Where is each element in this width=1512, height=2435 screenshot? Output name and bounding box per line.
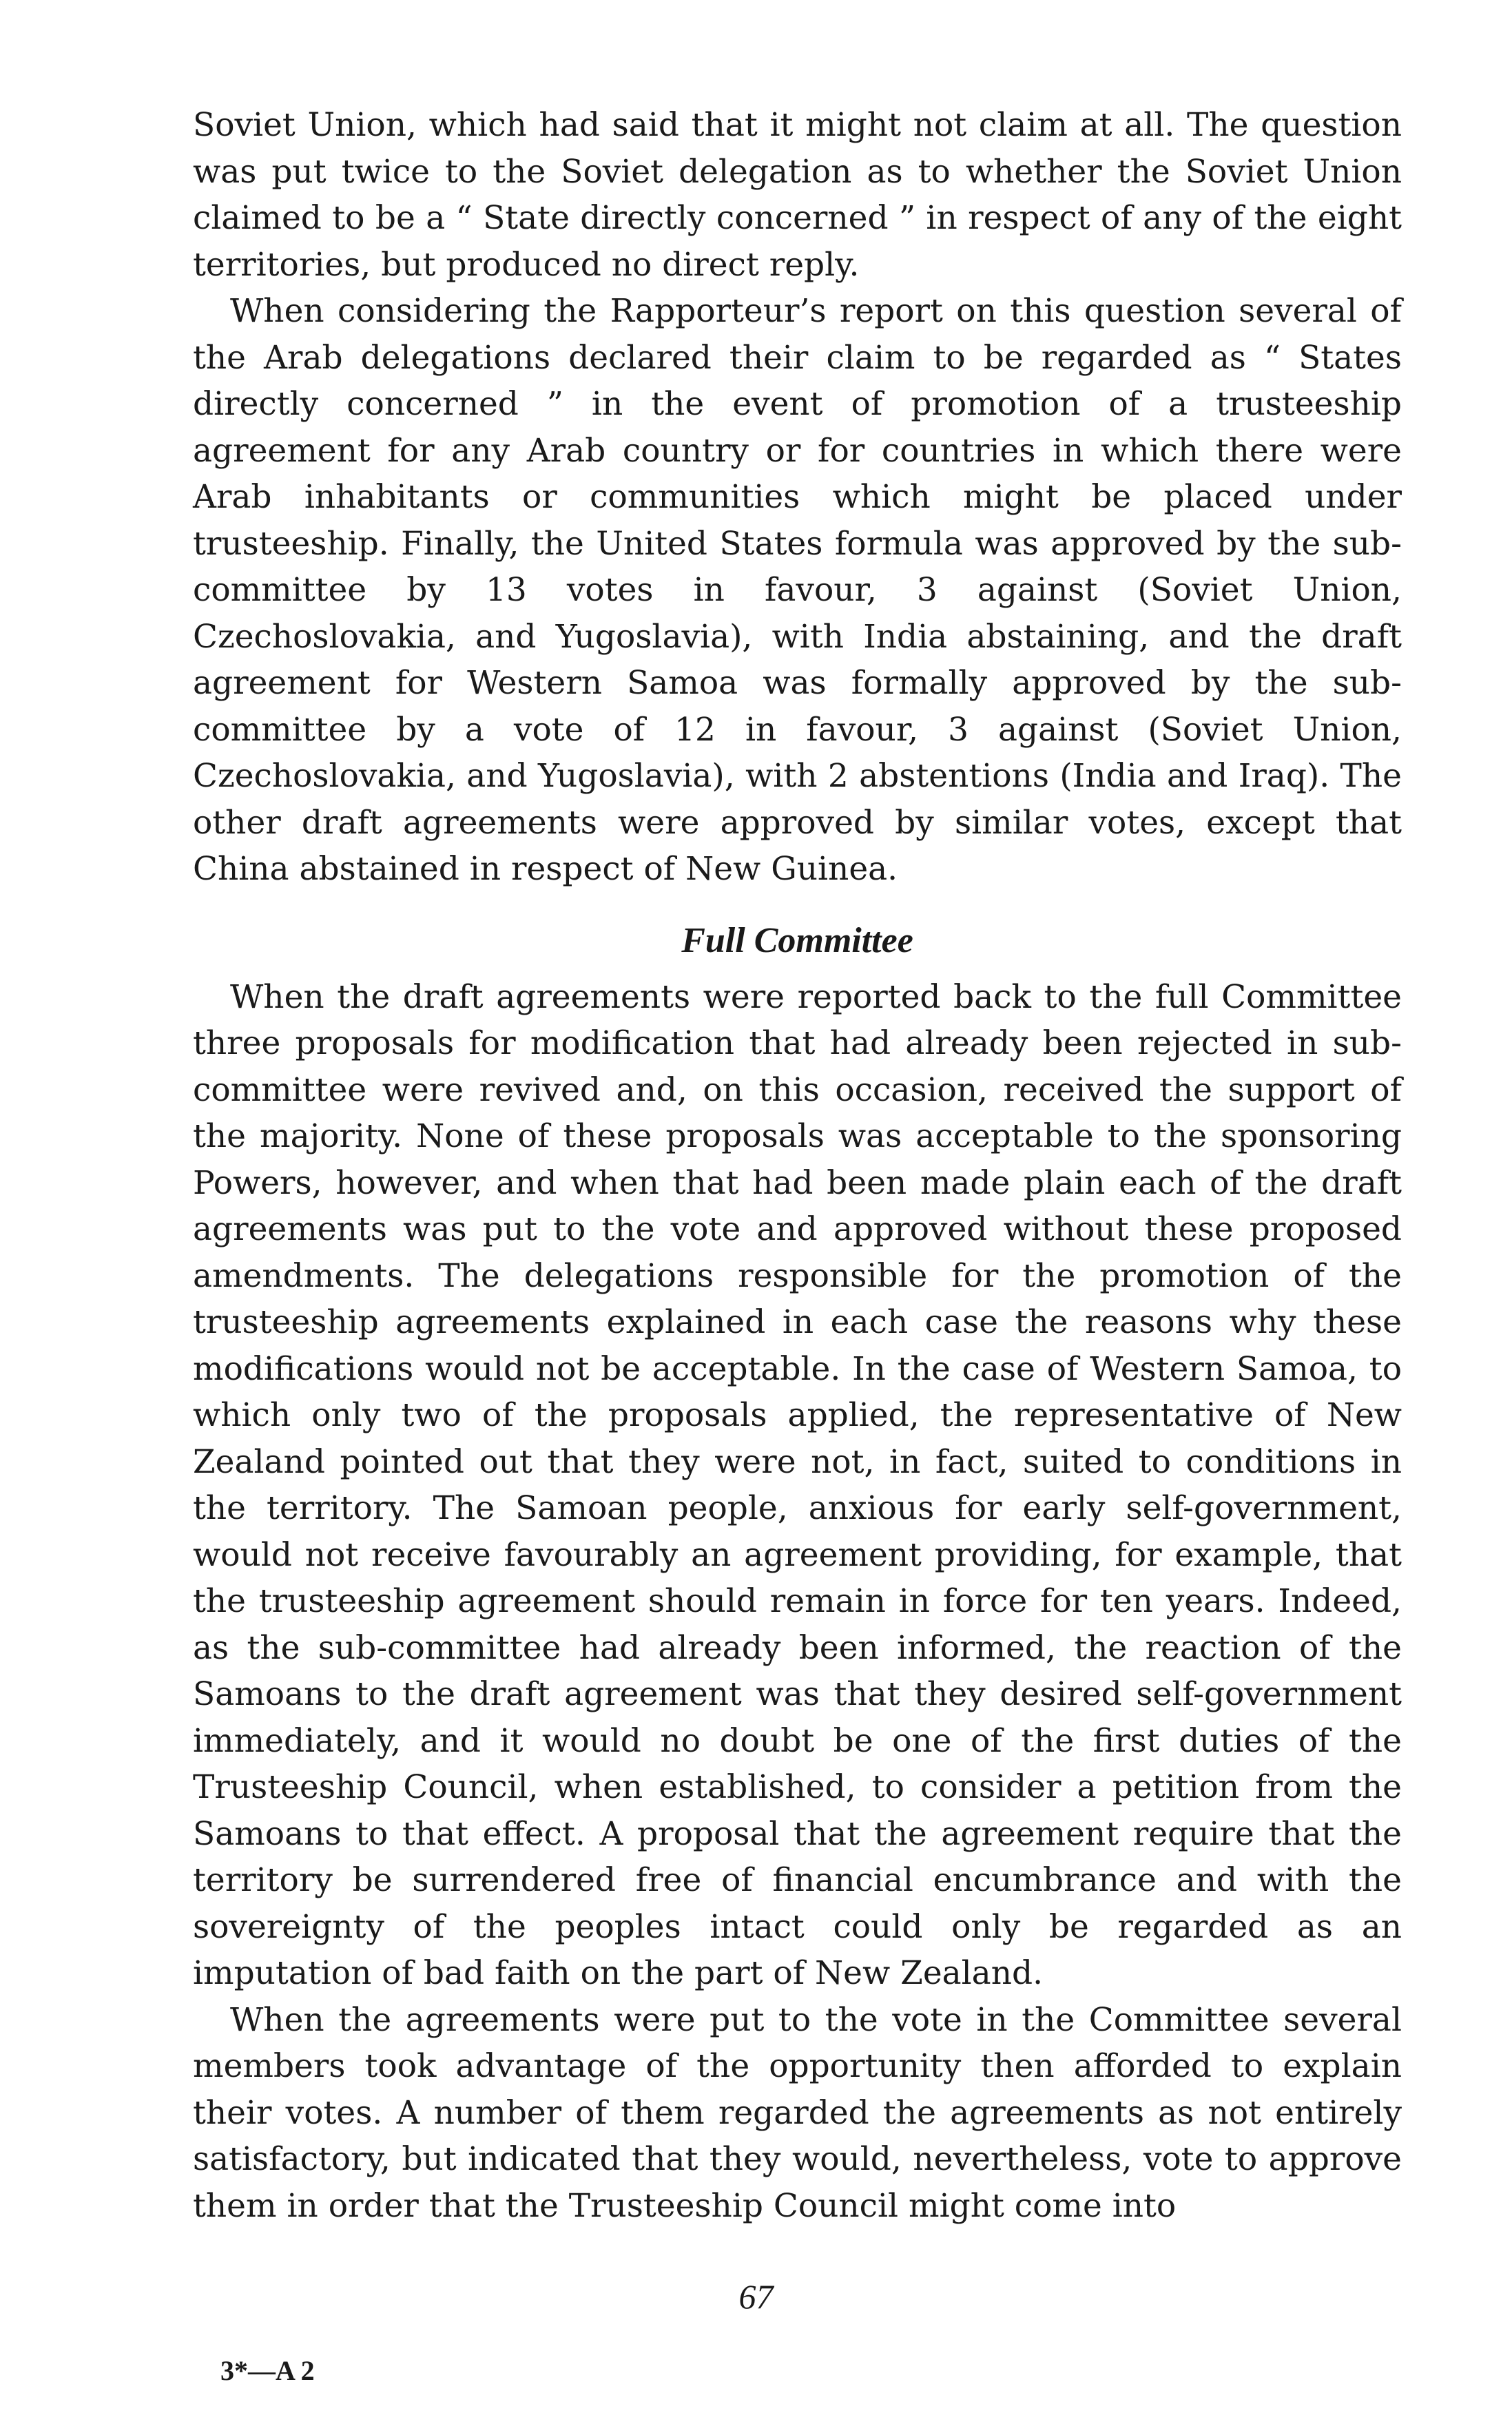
printer-signature-mark: 3*—A 2 xyxy=(220,2355,315,2386)
paragraph-rapporteur-report: When considering the Rapporteur’s report on this question several of the Arab delegations declared their claim to be regarded as “ States directly concerned ” in the event of promotion of a trusteeship agreement for any Arab country or for countries in which there were Arab inhabitants or communities which might be placed under trusteeship. Finally, the United States formula was approved by the sub-committee by 13 votes in favour, 3 against (Soviet Union, Czechoslovakia, and Yugoslavia), with India abstaining, and the draft agreement for Western Samoa was formally approved by the sub-committee by a vote of 12 in favour, 3 against (Soviet Union, Czechoslovakia, and Yugoslavia), with 2 abstentions (India and Iraq). The other draft agreements were approved by similar votes, except that China abstained in respect of New Guinea. xyxy=(193,292,1402,888)
paragraph-continuation: Soviet Union, which had said that it might not claim at all. The question was put twice to the Soviet delegation as to whether the Soviet Union claimed to be a “ State directly concerned ” in respect of any of the eight territories, but produced no direct reply. xyxy=(193,106,1402,284)
text-column xyxy=(193,102,1402,2229)
paragraph-draft-agreements: When the draft agreements were reported back to the full Committee three proposals for modification that had already been rejected in sub-committee were revived and, on this occasion, received the support of the majority. None of these proposals was acceptable to the sponsoring Powers, however, and when that had been made plain each of the draft agreements was put to the vote and approved without these proposed amendments. The delegations responsible for the promotion of the trusteeship agreements explained in each case the reasons why these modifications would not be acceptable. In the case of Western Samoa, to which only two of the proposals applied, the representative of New Zealand pointed out that they were not, in fact, suited to conditions in the territory. The Samoan people, anxious for early self-government, would not receive favourably an agreement providing, for example, that the trusteeship agreement should remain in force for ten years. Indeed, as the sub-committee had already been informed, the reaction of the Samoans to the draft agreement was that they desired self-government immediately, and it would no doubt be one of the first duties of the Trusteeship Council, when established, to consider a petition from the Samoans to that effect. A proposal that the agreement require that the territory be surrendered free of financial encumbrance and with the sovereignty of the peoples intact could only be regarded as an imputation of bad faith on the part of New Zealand. xyxy=(193,977,1402,1992)
page-number: 67 xyxy=(738,2277,774,2316)
paragraph-committee-vote: When the agreements were put to the vote in the Committee several members took advantage of the opportunity then afforded to explain their votes. A number of them regarded the agreements as not entirely satisfactory, but indicated that they would, nevertheless, vote to approve them in order that the Trusteeship Council might come into xyxy=(193,2000,1402,2225)
section-heading-full-committee: Full Committee xyxy=(681,920,913,960)
